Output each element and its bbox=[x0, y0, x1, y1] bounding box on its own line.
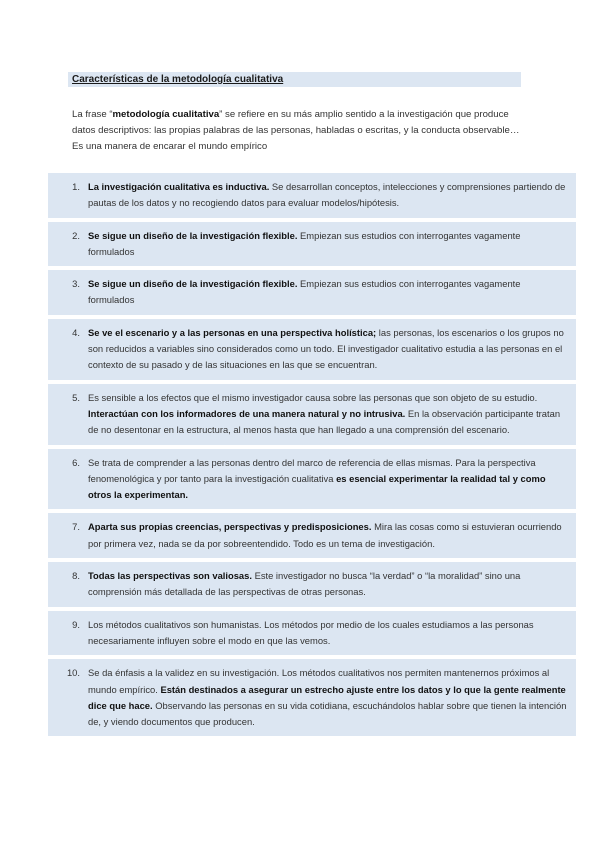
item-text-pre: Los métodos cualitativos son humanistas. Los métodos por medio de los cuales estudiamos a las personas necesariamente influyen sobre el modo en que las vemos. bbox=[88, 618, 534, 646]
item-text bbox=[88, 617, 568, 650]
item-text-post: En la observación participante tratan de no desentonar en la estructura, al menos hasta que han llegado a una comprensión del escenario. bbox=[88, 407, 561, 436]
list-item bbox=[48, 222, 576, 267]
item-text bbox=[88, 665, 568, 730]
list-item bbox=[48, 449, 576, 510]
item-text-post: Observando las personas en su vida cotidiana, escuchándolos hablar sobre que tienen la intención de, y viendo documentos que producen. bbox=[88, 699, 567, 728]
item-text-post: Mira las cosas como si estuvieran ocurriendo por primera vez, nada se da por sobreentendido. Todo es un tema de investigación. bbox=[88, 521, 562, 549]
characteristics-list bbox=[48, 173, 576, 736]
item-text bbox=[88, 390, 568, 439]
list-item bbox=[48, 562, 576, 607]
intro-pre: La frase “ bbox=[72, 109, 113, 120]
item-text bbox=[88, 325, 568, 374]
list-item bbox=[48, 513, 576, 558]
item-text bbox=[88, 276, 568, 309]
item-number: 10. bbox=[66, 667, 80, 679]
item-text-bold: Se sigue un diseño de la investigación flexible. bbox=[88, 229, 298, 241]
item-text-post: Se desarrollan conceptos, intelecciones y comprensiones partiendo de pautas de los datos y no recogiendo datos para evaluar modelos/hipótesis. bbox=[88, 181, 566, 209]
item-text-bold: Están destinados a asegurar un estrecho ajuste entre los datos y lo que la gente realmente dice que hace. bbox=[88, 683, 566, 711]
item-number: 6. bbox=[72, 456, 80, 468]
item-text bbox=[88, 568, 568, 601]
item-number: 5. bbox=[72, 391, 80, 403]
intro-post: ” se refiere en su más amplio sentido a la investigación que produce datos descriptivos: las propias palabras de las personas, habladas o escritas, y la conducta observable… Es una manera de encarar el mundo empírico bbox=[72, 109, 520, 152]
item-text-bold: Se sigue un diseño de la investigación flexible. bbox=[88, 278, 298, 290]
item-text-bold: Todas las perspectivas son valiosas. bbox=[88, 570, 252, 582]
list-item bbox=[48, 173, 576, 218]
item-text-post: Este investigador no busca “la verdad” o “la moralidad” sino una comprensión más detallada de las perspectivas de otras personas. bbox=[88, 570, 521, 598]
section-title: Características de la metodología cualitativa bbox=[68, 72, 521, 87]
item-text bbox=[88, 228, 568, 261]
item-number: 7. bbox=[72, 521, 80, 533]
item-number: 4. bbox=[72, 326, 80, 338]
item-text-post: Empiezan sus estudios con interrogantes vagamente formulados bbox=[88, 229, 521, 257]
item-text-bold: es esencial experimentar la realidad tal y como otros la experimentan. bbox=[88, 472, 546, 501]
list-item bbox=[48, 384, 576, 445]
item-number: 3. bbox=[72, 278, 80, 290]
list-item bbox=[48, 659, 576, 736]
item-text-post: las personas, los escenarios o los grupos no son reducidos a variables sino considerados como un todo. El investigador cualitativo estudia a las personas en el contexto de su pasado y de las situaciones en las que se encuentran. bbox=[88, 326, 564, 371]
item-text bbox=[88, 519, 568, 552]
item-number: 2. bbox=[72, 229, 80, 241]
item-text-bold: Aparta sus propias creencias, perspectivas y predisposiciones. bbox=[88, 521, 372, 533]
item-text-pre: Se da énfasis a la validez en su investigación. Los métodos cualitativos nos permiten mantenernos próximos al mundo empírico. bbox=[88, 667, 550, 695]
item-text-post: Empiezan sus estudios con interrogantes vagamente formulados bbox=[88, 278, 521, 306]
item-number: 8. bbox=[72, 570, 80, 582]
list-item bbox=[48, 611, 576, 656]
item-text bbox=[88, 179, 568, 212]
list-item bbox=[48, 319, 576, 380]
item-text-pre: Se trata de comprender a las personas dentro del marco de referencia de ellas mismas. Para la perspectiva fenomenológica y por tanto para la investigación cualitativa bbox=[88, 456, 536, 484]
intro-paragraph bbox=[72, 107, 532, 155]
item-number: 9. bbox=[72, 618, 80, 630]
item-text-bold: La investigación cualitativa es inductiva. bbox=[88, 181, 270, 192]
list-item bbox=[48, 270, 576, 315]
item-text-bold: Interactúan con los informadores de una manera natural y no intrusiva. bbox=[88, 407, 406, 419]
item-number: 1. bbox=[72, 181, 80, 192]
item-text-bold: Se ve el escenario y a las personas en una perspectiva holística; bbox=[88, 326, 377, 338]
item-text-pre: Es sensible a los efectos que el mismo investigador causa sobre las personas que son objeto de su estudio. bbox=[88, 391, 538, 403]
item-text bbox=[88, 455, 568, 504]
intro-bold: metodología cualitativa bbox=[112, 109, 220, 120]
